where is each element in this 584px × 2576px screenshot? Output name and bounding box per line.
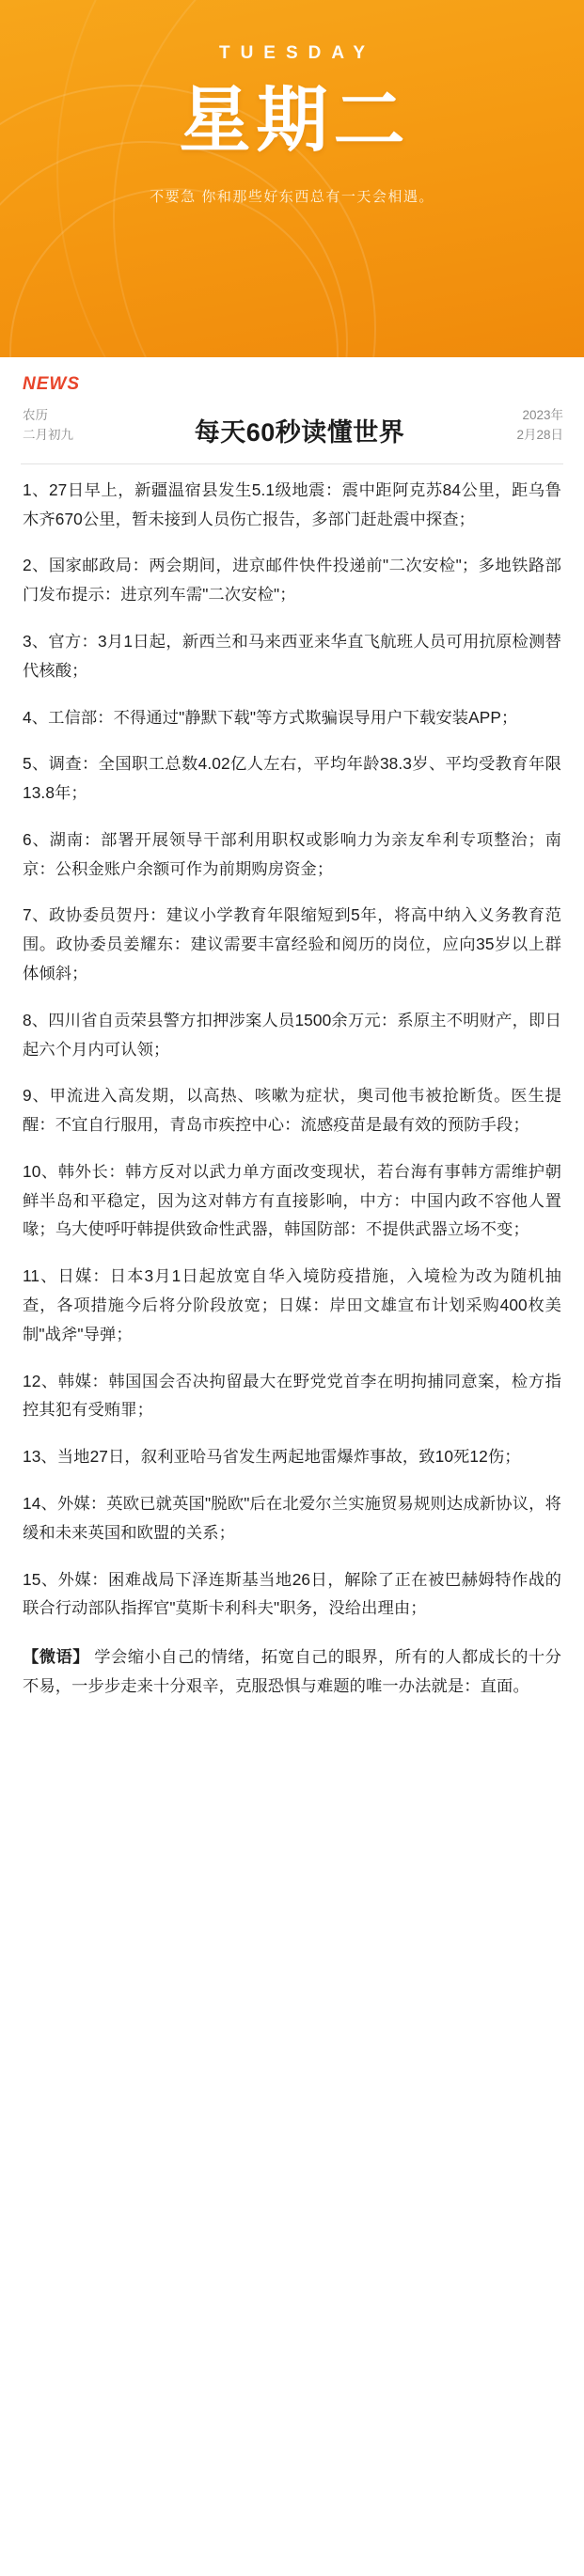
list-item: 9、甲流进入高发期，以高热、咳嗽为症状，奥司他韦被抢断货。医生提醒：不宜自行服用，青岛市疾控中心：流感疫苗是最有效的预防手段； (23, 1086, 561, 1135)
list-item: 14、外媒：英欧已就英国"脱欧"后在北爱尔兰实施贸易规则达成新协议，将缓和未来英国和欧盟的关系； (23, 1493, 561, 1542)
lunar-date-line2: 二月初九 (23, 427, 73, 442)
closing-note-text: 学会缩小自己的情绪，拓宽自己的眼界，所有的人都成长的十分不易，一步步走来十分艰辛，克服恐惧与难题的唯一办法就是：直面。 (23, 1647, 561, 1695)
lunar-date-line1: 农历 (23, 408, 48, 422)
news-list (0, 472, 584, 1623)
content-card (0, 357, 584, 1725)
closing-note-tag: 【微语】 (23, 1647, 90, 1667)
list-item: 3、官方：3月1日起，新西兰和马来西亚来华直飞航班人员可用抗原检测替代核酸； (23, 631, 561, 680)
list-item: 12、韩媒：韩国国会否决拘留最大在野党党首李在明拘捕同意案，检方指控其犯有受贿罪； (23, 1371, 561, 1420)
lunar-date (23, 406, 103, 448)
list-item: 2、国家邮政局：两会期间，进京邮件快件投递前"二次安检"；多地铁路部门发布提示：进京列车需"二次安检"； (23, 556, 561, 605)
date-line2: 2月28日 (516, 427, 563, 442)
list-item: 7、政协委员贺丹：建议小学教育年限缩短到5年，将高中纳入义务教育范围。政协委员姜耀东：建议需要丰富经验和阅历的岗位，应向35岁以上群体倾斜； (23, 905, 561, 982)
divider (21, 463, 563, 464)
list-item: 5、调查：全国职工总数4.02亿人左右，平均年龄38.3岁、平均受教育年限13.8年； (23, 754, 561, 803)
list-item: 15、外媒：困难战局下泽连斯基当地26日，解除了正在被巴赫姆特作战的联合行动部队指挥官"莫斯卡利科夫"职务，没给出理由； (23, 1569, 561, 1618)
list-item: 6、湖南：部署开展领导干部利用职权或影响力为亲友牟利专项整治；南京：公积金账户余额可作为前期购房资金； (23, 829, 561, 878)
list-item: 8、四川省自贡荣县警方扣押涉案人员1500余万元：系原主不明财产，即日起六个月内可认领； (23, 1010, 561, 1059)
banner-content (0, 0, 584, 206)
list-item: 11、日媒：日本3月1日起放宽自华入境防疫措施，入境检为改为随机抽查，各项措施今后将分阶段放宽；日媒：岸田文雄宣布计划采购400枚美制"战斧"导弹； (23, 1266, 561, 1343)
list-item: 4、工信部：不得通过"静默下载"等方式欺骗误导用户下载安装APP； (23, 707, 518, 727)
list-item: 1、27日早上，新疆温宿县发生5.1级地震：震中距阿克苏84公里，距乌鲁木齐670公里，暂未接到人员伤亡报告，多部门赶赴震中探查； (23, 479, 561, 528)
news-label: NEWS (23, 374, 80, 394)
header-banner (0, 0, 584, 357)
banner-subtitle: 不要急 你和那些好东西总有一天会相遇。 (150, 188, 434, 205)
closing-note (0, 1641, 584, 1701)
gregorian-date (496, 406, 563, 448)
list-item: 13、当地27日，叙利亚哈马省发生两起地雷爆炸事故，致10死12伤； (23, 1447, 521, 1467)
weekday-english: TUESDAY (218, 43, 376, 63)
date-line1: 2023年 (522, 408, 563, 422)
title-row (0, 401, 584, 448)
weekday-chinese: 星期二 (179, 78, 411, 162)
page-title: 每天60秒读懂世界 (194, 417, 405, 447)
list-item: 10、韩外长：韩方反对以武力单方面改变现状，若台海有事韩方需维护朝鲜半岛和平稳定，因为这对韩方有直接影响，中方：中国内政不容他人置喙；乌大使呼吁韩提供致命性武器，韩国防部：不提供武器立场不变； (23, 1161, 561, 1239)
